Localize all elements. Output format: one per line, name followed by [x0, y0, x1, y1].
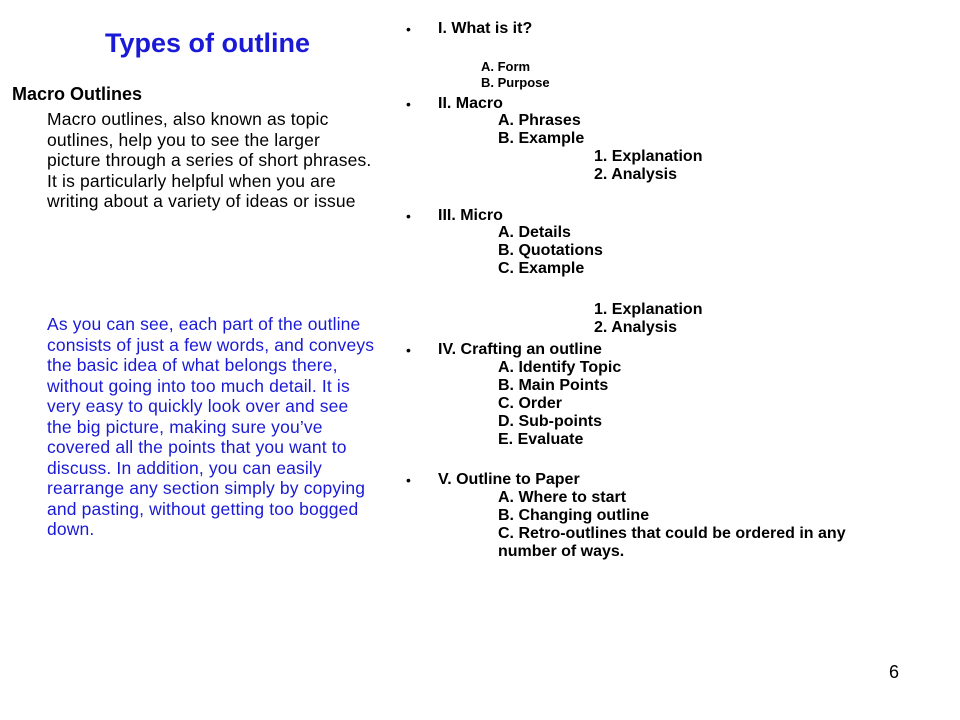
outline-subsubitem: 1. Explanation: [594, 301, 703, 318]
outline-subitem: B. Purpose: [481, 75, 550, 90]
outline-subitem: E. Evaluate: [498, 431, 584, 448]
bullet-icon: •: [406, 96, 411, 112]
page-number: 6: [889, 662, 900, 682]
section-heading: Macro Outlines: [12, 84, 143, 104]
outline-subitem: A. Identify Topic: [498, 359, 622, 376]
outline-subsubitem: 2. Analysis: [594, 319, 678, 336]
bullet-icon: •: [406, 472, 411, 488]
outline-subitem: B. Example: [498, 130, 585, 147]
bullet-icon: •: [406, 21, 411, 37]
outline-subsubitem: 2. Analysis: [594, 166, 678, 183]
outline-item-label: II. Macro: [438, 95, 503, 112]
explanation-paragraph: As you can see, each part of the outline consists of just a few words, and conveys the basic idea of what belongs there, without going into too much detail. It is very easy to quickly look over and see the big picture, making sure you’ve covered all the points that you want to discuss. In addition, you can easily rearrange any section simply by copying and pasting, without getting too bogged down.: [47, 314, 375, 539]
bullet-icon: •: [406, 342, 411, 358]
outline-subitem: D. Sub-points: [498, 413, 602, 430]
outline-subitem: A. Phrases: [498, 112, 581, 129]
outline-subitem: B. Main Points: [498, 377, 609, 394]
bullet-icon: •: [406, 208, 411, 224]
outline-item-label: III. Micro: [438, 207, 503, 224]
outline-subitem: C. Example: [498, 260, 585, 277]
outline-subitem: C. Order: [498, 395, 563, 412]
outline-item-label: V. Outline to Paper: [438, 471, 580, 488]
outline-subsubitem: 1. Explanation: [594, 148, 703, 165]
outline-subitem: number of ways.: [498, 543, 625, 560]
outline-subitem: A. Form: [481, 59, 531, 74]
outline-subitem: C. Retro-outlines that could be ordered in any: [498, 525, 846, 542]
slide-title: Types of outline: [105, 28, 311, 58]
outline-subitem: B. Quotations: [498, 242, 603, 259]
outline-item-label: IV. Crafting an outline: [438, 341, 602, 358]
outline-subitem: A. Details: [498, 224, 571, 241]
intro-paragraph: Macro outlines, also known as topic outlines, help you to see the larger picture through a series of short phrases. It is particularly helpful when you are writing about a variety of ideas or issue: [47, 109, 372, 211]
outline-subitem: A. Where to start: [498, 489, 627, 506]
outline-item-label: I. What is it?: [438, 20, 533, 37]
outline-subitem: B. Changing outline: [498, 507, 650, 524]
